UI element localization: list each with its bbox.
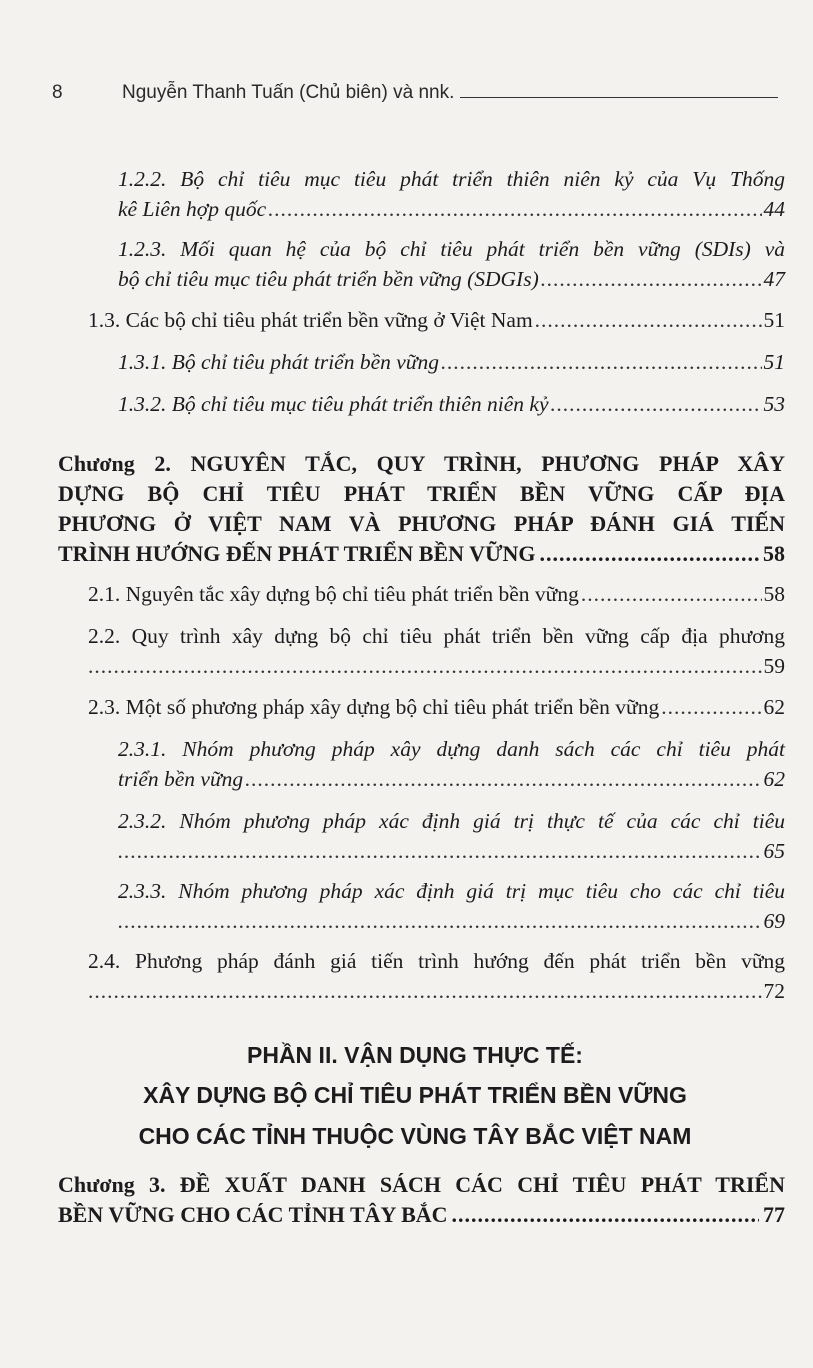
running-title: Nguyễn Thanh Tuấn (Chủ biên) và nnk. <box>122 82 455 103</box>
toc-page-number: 65 <box>763 839 785 863</box>
leader-dots <box>541 264 762 294</box>
part-2-heading-line1: PHẦN II. VẬN DỤNG THỰC TẾ: <box>247 1042 583 1068</box>
toc-entry-1-2-2-line1: 1.2.2. Bộ chỉ tiêu mục tiêu phát triển thiên niên kỷ của Vụ Thống <box>118 167 785 191</box>
toc-entry-chapter-3[interactable] <box>58 1200 785 1230</box>
leader-dots <box>245 764 761 794</box>
toc-entry-2-3-2[interactable] <box>118 836 785 866</box>
chapter-2-heading-line3: PHƯƠNG Ở VIỆT NAM VÀ PHƯƠNG PHÁP ĐÁNH GIÁ TIẾN <box>58 511 785 536</box>
leader-dots <box>452 1200 759 1230</box>
toc-page-number: 51 <box>763 350 785 374</box>
toc-page-number: 47 <box>763 267 785 291</box>
chapter-3-heading-line1: Chương 3. ĐỀ XUẤT DANH SÁCH CÁC CHỈ TIÊU PHÁT TRIỂN <box>58 1172 785 1197</box>
toc-entry-title: 1.3.2. Bộ chỉ tiêu mục tiêu phát triển thiên niên kỷ <box>118 392 549 416</box>
toc-entry-title: triển bền vững <box>118 767 244 791</box>
toc-page-number: 72 <box>763 979 785 1003</box>
toc-page-number: 51 <box>763 308 785 332</box>
toc-page-number: 58 <box>763 541 785 566</box>
toc-entry-2-3-3-line1: 2.3.3. Nhóm phương pháp xác định giá trị mục tiêu cho các chỉ tiêu <box>118 879 785 903</box>
toc-entry-title: BỀN VỮNG CHO CÁC TỈNH TÂY BẮC <box>58 1202 448 1227</box>
part-2-heading-line3: CHO CÁC TỈNH THUỘC VÙNG TÂY BẮC VIỆT NAM <box>138 1123 692 1149</box>
toc-entry-1-2-3-line1: 1.2.3. Mối quan hệ của bộ chỉ tiêu phát triển bền vững (SDIs) và <box>118 237 785 261</box>
toc-entry-1-2-3[interactable] <box>118 264 785 294</box>
toc-entry-2-2[interactable] <box>88 651 785 681</box>
toc-entry-1-2-2[interactable] <box>118 194 785 224</box>
toc-entry-2-4-line1: 2.4. Phương pháp đánh giá tiến trình hướng đến phát triển bền vững <box>88 949 785 973</box>
page-number: 8 <box>52 82 63 103</box>
toc-entry-title: bộ chỉ tiêu mục tiêu phát triển bền vững (SDGIs) <box>118 267 539 291</box>
toc-entry-2-3[interactable] <box>88 692 785 722</box>
toc-page-number: 44 <box>763 197 785 221</box>
running-header <box>52 74 778 104</box>
leader-dots <box>88 976 762 1006</box>
leader-dots <box>540 539 759 569</box>
toc-entry-chapter-2[interactable] <box>58 539 785 569</box>
toc-entry-2-3-3[interactable] <box>118 906 785 936</box>
toc-entry-2-2-line1: 2.2. Quy trình xây dựng bộ chỉ tiêu phát triển bền vững cấp địa phương <box>88 624 785 648</box>
toc-entry-title: TRÌNH HƯỚNG ĐẾN PHÁT TRIỂN BỀN VỮNG <box>58 541 536 566</box>
toc-entry-2-3-1[interactable] <box>118 764 785 794</box>
leader-dots <box>118 906 762 936</box>
leader-dots <box>118 836 762 866</box>
leader-dots <box>661 692 761 722</box>
toc-page-number: 58 <box>763 582 785 606</box>
toc-page-number: 62 <box>763 695 785 719</box>
toc-entry-2-1[interactable] <box>88 579 785 609</box>
toc-page-number: 77 <box>763 1202 785 1227</box>
toc-page-number: 59 <box>763 654 785 678</box>
toc-entry-2-4[interactable] <box>88 976 785 1006</box>
toc-entry-title: 1.3.1. Bộ chỉ tiêu phát triển bền vững <box>118 350 440 374</box>
toc-entry-2-3-2-line1: 2.3.2. Nhóm phương pháp xác định giá trị thực tế của các chỉ tiêu <box>118 809 785 833</box>
toc-entry-title: 2.3. Một số phương pháp xây dựng bộ chỉ tiêu phát triển bền vững <box>88 695 660 719</box>
leader-dots <box>441 347 761 377</box>
leader-dots <box>268 194 761 224</box>
toc-entry-1-3-1[interactable] <box>118 347 785 377</box>
leader-dots <box>581 579 762 609</box>
chapter-2-heading-line2: DỰNG BỘ CHỈ TIÊU PHÁT TRIỂN BỀN VỮNG CẤP ĐỊA <box>58 481 785 506</box>
leader-dots <box>551 389 762 419</box>
leader-dots <box>88 651 762 681</box>
toc-page-number: 62 <box>763 767 785 791</box>
toc-entry-1-3-2[interactable] <box>118 389 785 419</box>
toc-entry-title: 1.3. Các bộ chỉ tiêu phát triển bền vững ở Việt Nam <box>88 308 533 332</box>
toc-page-number: 53 <box>763 392 785 416</box>
part-2-heading-line2: XÂY DỰNG BỘ CHỈ TIÊU PHÁT TRIỂN BỀN VỮNG <box>143 1082 687 1108</box>
toc-entry-2-3-1-line1: 2.3.1. Nhóm phương pháp xây dựng danh sách các chỉ tiêu phát <box>118 737 785 761</box>
toc-entry-title: 2.1. Nguyên tắc xây dựng bộ chỉ tiêu phát triển bền vững <box>88 582 579 606</box>
header-rule <box>460 97 778 98</box>
leader-dots <box>535 305 762 335</box>
toc-page-number: 69 <box>763 909 785 933</box>
toc-entry-title: kê Liên hợp quốc <box>118 197 267 221</box>
toc-entry-1-3[interactable] <box>88 305 785 335</box>
chapter-2-heading-line1: Chương 2. NGUYÊN TẮC, QUY TRÌNH, PHƯƠNG PHÁP XÂY <box>58 451 785 476</box>
